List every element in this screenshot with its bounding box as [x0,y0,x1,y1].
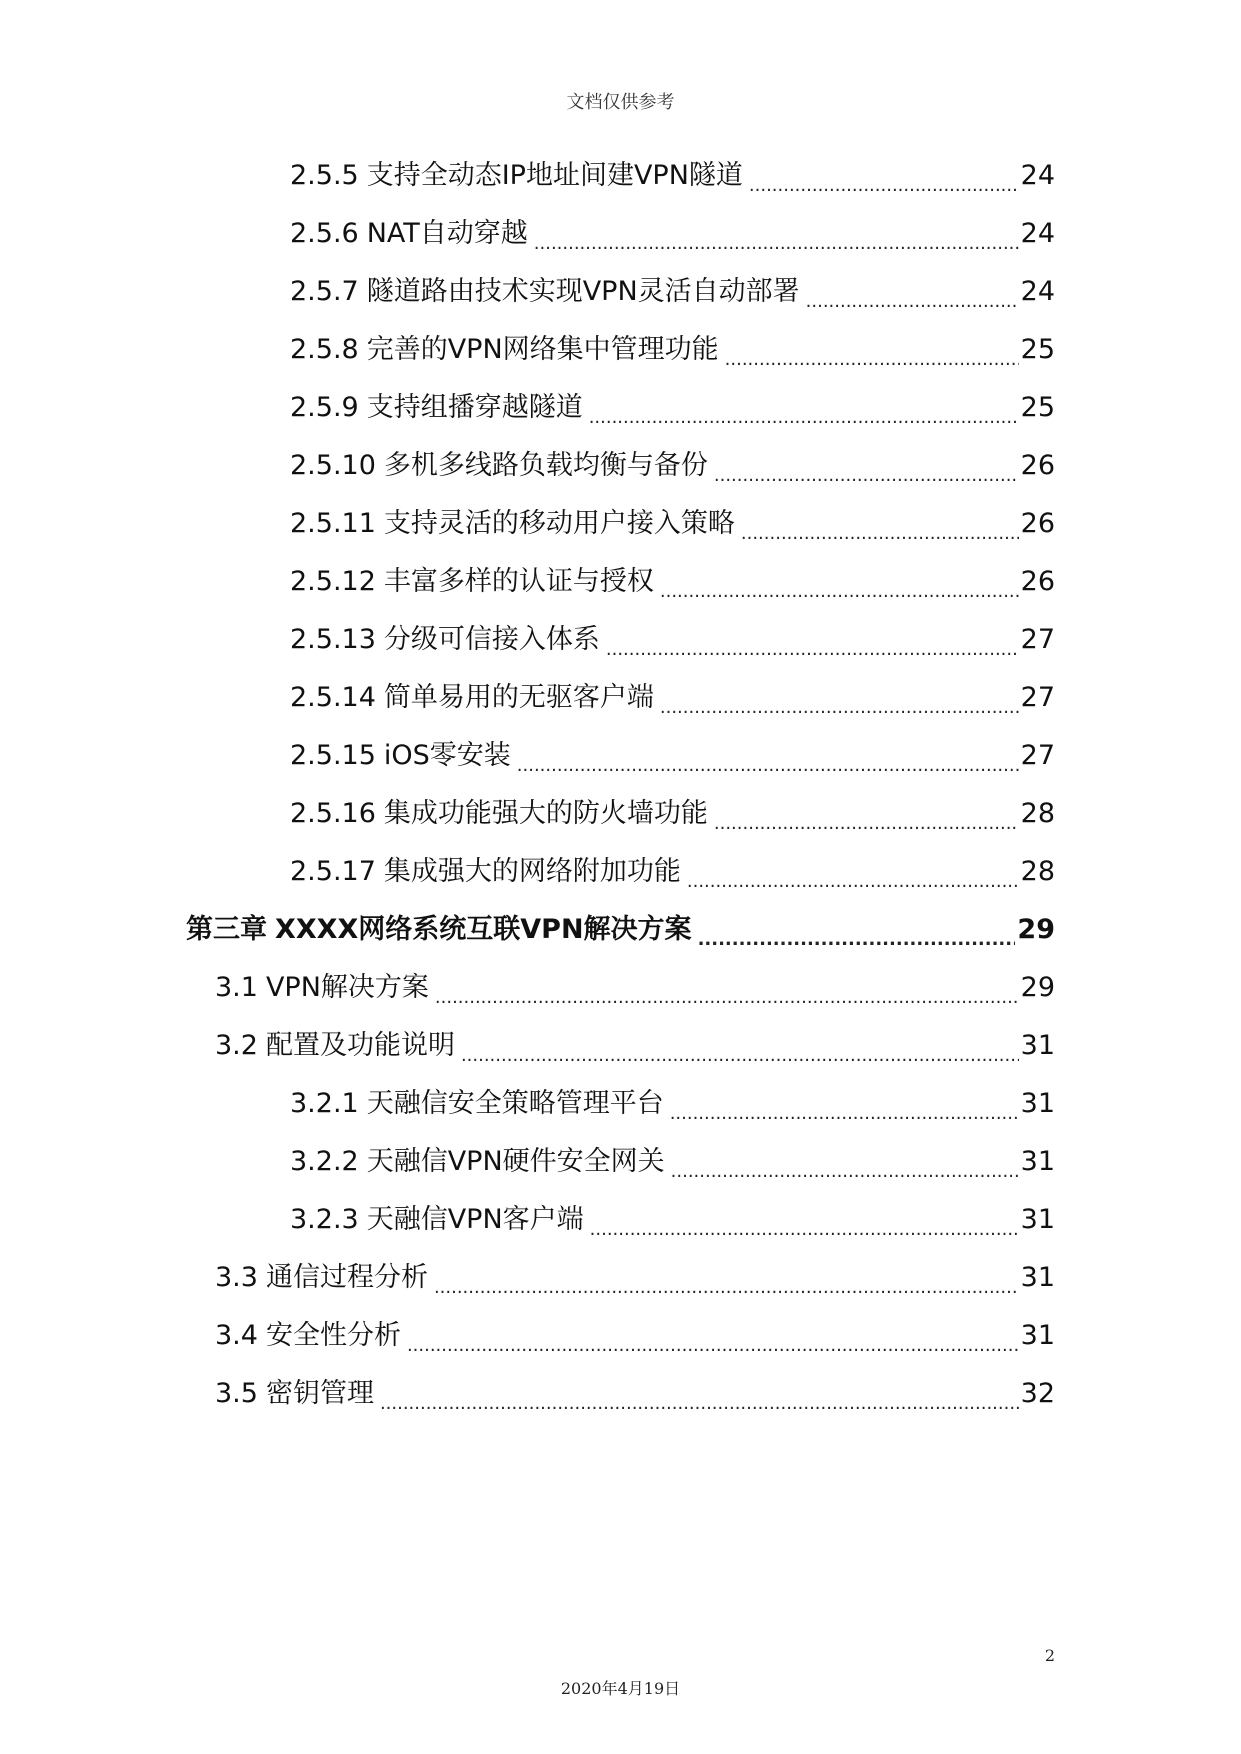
toc-dot-leader [670,1082,1019,1126]
toc-entry-title: 天融信VPN硬件安全网关 [366,1146,665,1177]
toc-entry[interactable] [215,1314,1055,1358]
toc-dot-leader [725,328,1019,372]
toc-entry-page: 24 [1020,218,1055,249]
toc-entry-number: 2.5.9 [290,392,359,423]
toc-dot-leader [687,850,1019,894]
toc-entry-number: 2.5.10 [290,450,376,481]
toc-entry-title: 支持灵活的移动用户接入策略 [383,508,735,539]
toc-entry-number: 2.5.16 [290,798,376,829]
toc-entry-page: 27 [1020,740,1055,771]
toc-entry-number: 3.2.3 [290,1204,359,1235]
toc-entry-title: 简单易用的无驱客户端 [383,682,654,713]
toc-entry-title: 完善的VPN网络集中管理功能 [366,334,719,365]
toc-entry-number: 2.5.15 [290,740,376,771]
toc-entry[interactable] [290,618,1055,662]
toc-entry-title: 天融信安全策略管理平台 [366,1088,664,1119]
toc-entry-page: 31 [1020,1030,1055,1061]
toc-dot-leader [407,1314,1019,1358]
toc-dot-leader [671,1140,1019,1184]
toc-entry-page: 25 [1020,392,1055,423]
toc-entry[interactable] [215,966,1055,1010]
toc-entry-title: 密钥管理 [265,1378,374,1409]
toc-entry-page: 32 [1020,1378,1055,1409]
toc-entry[interactable] [290,444,1055,488]
toc-dot-leader [534,212,1019,256]
toc-entry-page: 24 [1020,160,1055,191]
page-header: 文档仅供参考 [566,92,675,113]
toc-dot-leader [461,1024,1019,1068]
toc-entry-title: 多机多线路负载均衡与备份 [383,450,708,481]
toc-entry-page: 27 [1020,682,1055,713]
toc-entry-number: 2.5.11 [290,508,376,539]
toc-entry-page: 31 [1020,1088,1055,1119]
toc-dot-leader [714,792,1019,836]
toc-entry[interactable] [290,212,1055,256]
toc-entry[interactable] [290,850,1055,894]
toc-entry-page: 31 [1020,1320,1055,1351]
toc-entry-title: 安全性分析 [265,1320,401,1351]
toc-entry-number: 2.5.5 [290,160,359,191]
toc-entry-number: 3.5 [215,1378,258,1409]
toc-entry[interactable] [290,1198,1055,1242]
toc-entry-number: 2.5.12 [290,566,376,597]
toc-entry-page: 29 [1020,972,1055,1003]
toc-dot-leader [806,270,1019,314]
toc-entry-number: 2.5.14 [290,682,376,713]
toc-dot-leader [698,908,1016,952]
toc-dot-leader [660,560,1019,604]
toc-entry[interactable] [215,1372,1055,1416]
toc-entry[interactable] [215,1256,1055,1300]
toc-dot-leader [590,1198,1019,1242]
toc-entry-title: 支持全动态IP地址间建VPN隧道 [366,160,743,191]
toc-entry-page: 28 [1020,856,1055,887]
toc-dot-leader [749,154,1019,198]
toc-entry-title: XXXX网络系统互联VPN解决方案 [275,914,692,945]
toc-entry-number: 3.2.2 [290,1146,359,1177]
toc-entry-number: 3.4 [215,1320,258,1351]
toc-entry-page: 31 [1020,1146,1055,1177]
toc-entry-page: 24 [1020,276,1055,307]
toc-entry[interactable] [290,154,1055,198]
toc-entry-page: 26 [1020,450,1055,481]
toc-entry-chapter[interactable] [186,908,1055,952]
toc-entry-page: 29 [1017,914,1055,945]
toc-entry-number: 2.5.17 [290,856,376,887]
toc-entry-title: iOS零安装 [383,740,511,771]
toc-entry-number: 2.5.13 [290,624,376,655]
toc-entry[interactable] [290,560,1055,604]
toc-entry-number: 3.2 [215,1030,258,1061]
toc-entry-title: 隧道路由技术实现VPN灵活自动部署 [366,276,800,307]
toc-dot-leader [435,966,1019,1010]
toc-entry-number: 2.5.6 [290,218,359,249]
toc-entry-page: 26 [1020,566,1055,597]
toc-entry[interactable] [290,328,1055,372]
toc-entry-page: 28 [1020,798,1055,829]
toc-entry-title: 集成功能强大的防火墙功能 [383,798,708,829]
toc-dot-leader [606,618,1019,662]
toc-entry[interactable] [290,1082,1055,1126]
toc-dot-leader [714,444,1019,488]
toc-entry-page: 27 [1020,624,1055,655]
toc-entry-title: NAT自动穿越 [366,218,528,249]
toc-entry-page: 31 [1020,1262,1055,1293]
toc-dot-leader [660,676,1019,720]
toc-entry-number: 第三章 [186,914,267,945]
toc-entry-page: 25 [1020,334,1055,365]
toc-entry[interactable] [290,386,1055,430]
toc-entry-page: 26 [1020,508,1055,539]
toc-entry-title: VPN解决方案 [265,972,429,1003]
toc-dot-leader [741,502,1019,546]
toc-entry[interactable] [290,676,1055,720]
toc-entry-title: 通信过程分析 [265,1262,428,1293]
toc-entry-number: 3.3 [215,1262,258,1293]
toc-entry[interactable] [290,502,1055,546]
toc-entry-page: 31 [1020,1204,1055,1235]
footer-date: 2020年4月19日 [560,1679,681,1698]
toc-entry-title: 支持组播穿越隧道 [366,392,583,423]
toc-dot-leader [434,1256,1019,1300]
toc-dot-leader [380,1372,1019,1416]
toc-entry-title: 分级可信接入体系 [383,624,600,655]
toc-entry-title: 天融信VPN客户端 [366,1204,584,1235]
toc-entry[interactable] [290,734,1055,778]
toc-entry-number: 3.1 [215,972,258,1003]
toc-entry-title: 集成强大的网络附加功能 [383,856,681,887]
toc-entry-title: 配置及功能说明 [265,1030,455,1061]
toc-dot-leader [589,386,1019,430]
toc-entry-number: 2.5.8 [290,334,359,365]
toc-entry[interactable] [290,792,1055,836]
toc-entry-title: 丰富多样的认证与授权 [383,566,654,597]
toc-entry[interactable] [215,1024,1055,1068]
toc-dot-leader [517,734,1019,778]
toc-entry[interactable] [290,270,1055,314]
toc-entry[interactable] [290,1140,1055,1184]
page-number: 2 [1044,1646,1055,1665]
toc-entry-number: 3.2.1 [290,1088,359,1119]
toc-entry-number: 2.5.7 [290,276,359,307]
